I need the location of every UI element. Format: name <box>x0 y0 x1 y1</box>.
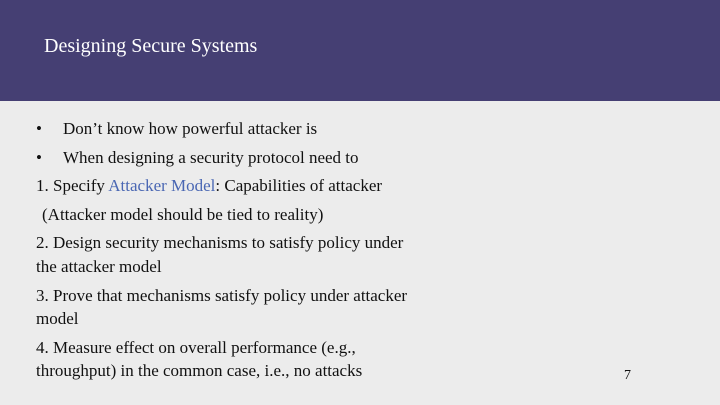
bullet-designing-protocol: • When designing a security protocol need to <box>36 146 496 170</box>
attacker-model-term: Attacker Model <box>108 176 216 196</box>
page-number: 7 <box>624 368 631 383</box>
slide-body <box>36 117 496 383</box>
step-1-suffix: : Capabilities of attacker <box>215 176 383 196</box>
step-2-line-2: the attacker model <box>36 256 162 276</box>
step-2-line-1: 2. Design security mechanisms to satisfy policy under <box>36 233 404 253</box>
step-4-line-2: throughput) in the common case, i.e., no attacks <box>36 361 363 381</box>
title-bar <box>0 0 720 101</box>
step-1-note: (Attacker model should be tied to reality) <box>42 204 324 224</box>
slide-title: Designing Secure Systems <box>44 35 258 57</box>
step-4-line-1: 4. Measure effect on overall performance (e.g., <box>36 337 356 357</box>
step-1 <box>36 174 496 198</box>
step-3-line-2: model <box>36 309 79 329</box>
step-3-line-1: 3. Prove that mechanisms satisfy policy under attacker <box>36 285 408 305</box>
step-1-prefix: 1. Specify <box>36 176 109 196</box>
bullet-attacker-power: • Don’t know how powerful attacker is <box>36 117 496 141</box>
